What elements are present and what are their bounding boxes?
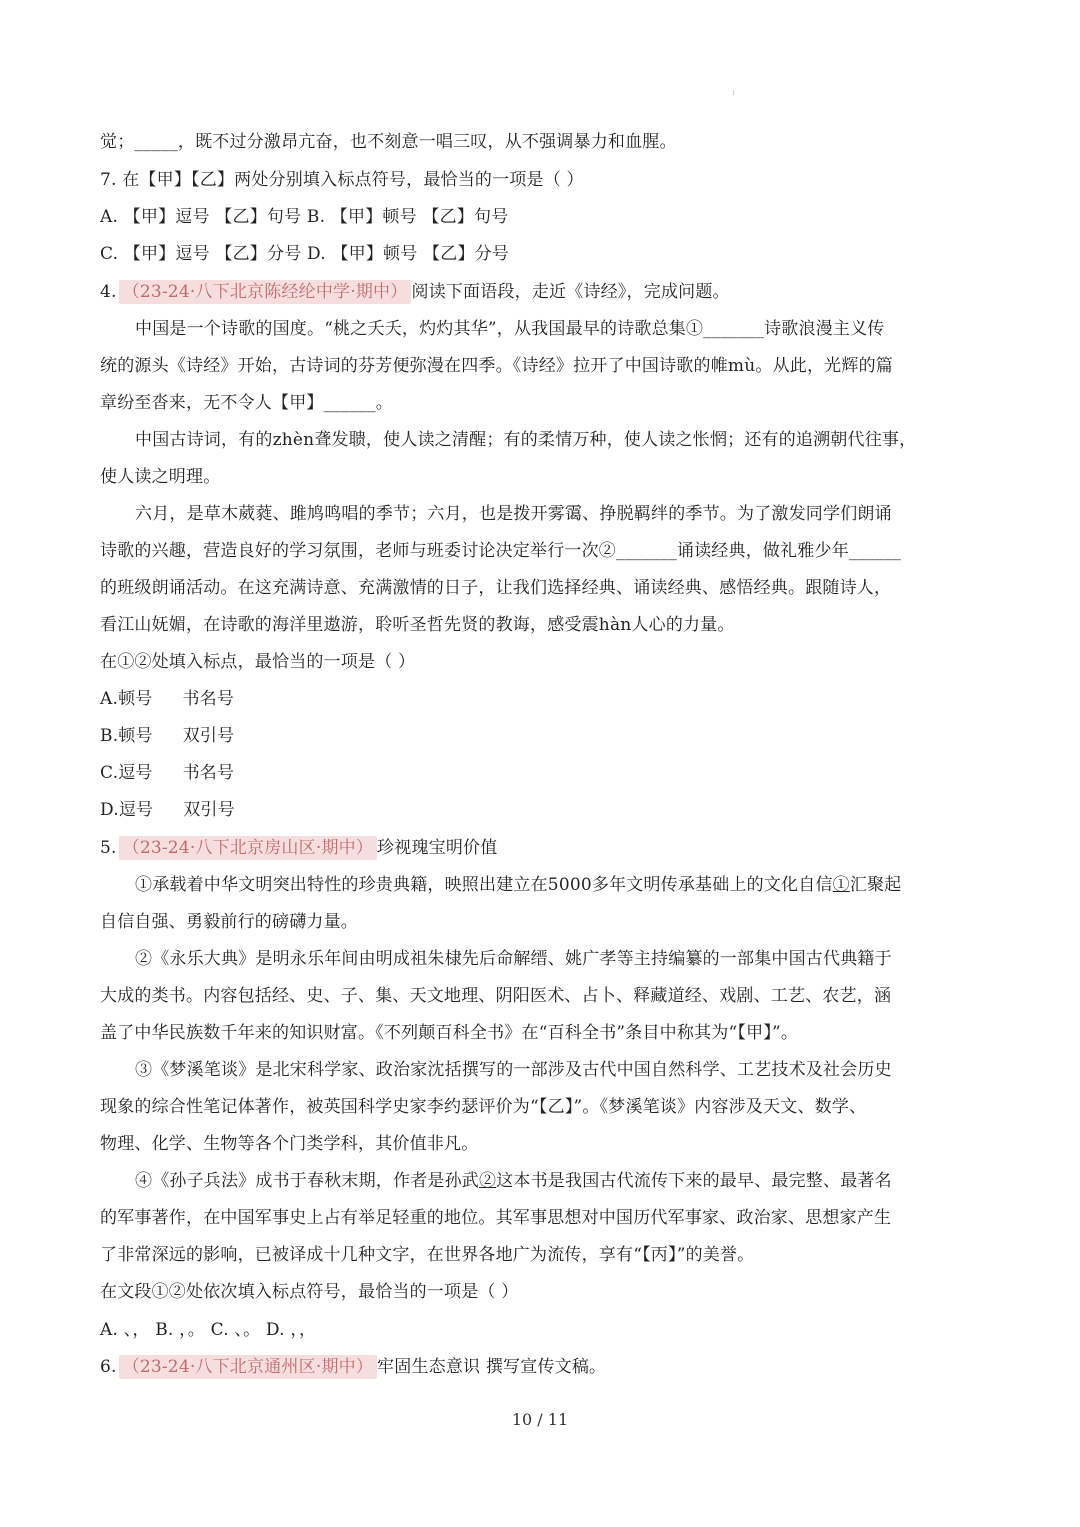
- paragraph-line: 诗歌的兴趣，营造良好的学习氛围，老师与班委讨论决定举行一次②_______诵读经典，做礼雅少年______: [100, 541, 902, 561]
- source-tag: （23-24·八下北京房山区·期中）: [119, 836, 377, 860]
- question-title: 珍视瑰宝明价值: [377, 838, 498, 858]
- option-d: D.逗号 双引号: [100, 800, 235, 820]
- options-7-ab: A. 【甲】逗号 【乙】句号 B. 【甲】顿号 【乙】句号: [100, 207, 509, 227]
- paragraph-line: 了非常深远的影响，已被译成十几种文字，在世界各地广为流传，享有“【丙】”的美誉。: [100, 1245, 755, 1265]
- paragraph-line: ③《梦溪笔谈》是北宋科学家、政治家沈括撰写的一部涉及古代中国自然科学、工艺技术及社会历史: [135, 1060, 892, 1080]
- paragraph-line: ②《永乐大典》是明永乐年间由明成祖朱棣先后命解缙、姚广孝等主持编纂的一部集中国古代典籍于: [135, 949, 892, 969]
- blank-marker: ②: [479, 1171, 497, 1191]
- paragraph-line: 中国是一个诗歌的国度。“桃之夭夭，灼灼其华”，从我国最早的诗歌总集①_______诗歌浪漫主义传: [135, 319, 885, 339]
- question-5-header: [100, 836, 497, 860]
- question-7: 7. 在【甲】【乙】两处分别填入标点符号，最恰当的一项是（ ）: [100, 170, 584, 190]
- paragraph-line: 看江山妩媚，在诗歌的海洋里遨游，聆听圣哲先贤的教诲，感受震hàn人心的力量。: [100, 615, 735, 635]
- paragraph-line: 统的源头《诗经》开始，古诗词的芬芳便弥漫在四季。《诗经》拉开了中国诗歌的帷mù。从此，光辉的篇: [100, 356, 893, 376]
- question-number: 5.: [100, 838, 117, 858]
- paragraph-line: 的军事著作，在中国军事史上占有举足轻重的地位。其军事思想对中国历代军事家、政治家、思想家产生: [100, 1208, 892, 1228]
- blank-marker: ①: [832, 875, 850, 895]
- question-4-header: [100, 280, 730, 304]
- text-line: 觉；_____，既不过分激昂亢奋，也不刻意一唱三叹，从不强调暴力和血腥。: [100, 132, 677, 152]
- paragraph-line: 的班级朗诵活动。在这充满诗意、充满激情的日子，让我们选择经典、诵读经典、感悟经典。跟随诗人，: [100, 578, 892, 598]
- question-number: 4.: [100, 282, 117, 302]
- paragraph-line: ④《孙子兵法》成书于春秋末期，作者是孙武②这本书是我国古代流传下来的最早、最完整、最著名: [135, 1171, 892, 1191]
- option-c: C.逗号 书名号: [100, 763, 235, 783]
- option-b: B.顿号 双引号: [100, 726, 235, 746]
- source-tag: （23-24·八下北京陈经纶中学·期中）: [119, 280, 412, 304]
- question-prompt: 在文段①②处依次填入标点符号，最恰当的一项是（ ）: [100, 1282, 519, 1302]
- paragraph-line: 自信自强、勇毅前行的磅礴力量。: [100, 912, 358, 932]
- corner-mark: ı: [732, 88, 735, 97]
- paragraph-line: 中国古诗词，有的zhèn聋发聩，使人读之清醒；有的柔情万种，使人读之怅惘；还有的追溯朝代往事，: [135, 430, 917, 450]
- options-7-cd: C. 【甲】逗号 【乙】分号 D. 【甲】顿号 【乙】分号: [100, 244, 510, 264]
- paragraph-line: 使人读之明理。: [100, 467, 221, 487]
- paragraph-line: ①承载着中华文明突出特性的珍贵典籍，映照出建立在5000多年文明传承基础上的文化自信①汇聚起: [135, 875, 902, 895]
- options-line: A. 、， B. ，。 C. 、。 D. ，，: [100, 1320, 317, 1340]
- paragraph-line: 六月，是草木葳蕤、雎鸠鸣唱的季节；六月，也是拨开雾霭、挣脱羁绊的季节。为了激发同学们朗诵: [135, 504, 892, 524]
- paragraph-line: 现象的综合性笔记体著作，被英国科学史家李约瑟评价为“【乙】”。《梦溪笔谈》内容涉及天文、数学、: [100, 1097, 867, 1117]
- paragraph-line: 章纷至沓来，无不令人【甲】______。: [100, 393, 393, 413]
- source-tag: （23-24·八下北京通州区·期中）: [119, 1355, 377, 1379]
- paragraph-line: 物理、化学、生物等各个门类学科，其价值非凡。: [100, 1134, 479, 1154]
- paragraph-line: 盖了中华民族数千年来的知识财富。《不列颠百科全书》在“百科全书”条目中称其为“【甲】”。: [100, 1023, 799, 1043]
- paragraph-line: 大成的类书。内容包括经、史、子、集、天文地理、阴阳医术、占卜、释藏道经、戏剧、工艺、农艺，涵: [100, 986, 892, 1006]
- page-number: 10 / 11: [511, 1410, 569, 1429]
- question-title: 牢固生态意识 撰写宣传文稿。: [377, 1357, 607, 1377]
- question-title: 阅读下面语段，走近《诗经》，完成问题。: [411, 282, 730, 302]
- question-number: 6.: [100, 1357, 117, 1377]
- question-6-header: [100, 1355, 606, 1379]
- option-a: A.顿号 书名号: [100, 689, 235, 709]
- question-prompt: 在①②处填入标点，最恰当的一项是（ ）: [100, 652, 416, 672]
